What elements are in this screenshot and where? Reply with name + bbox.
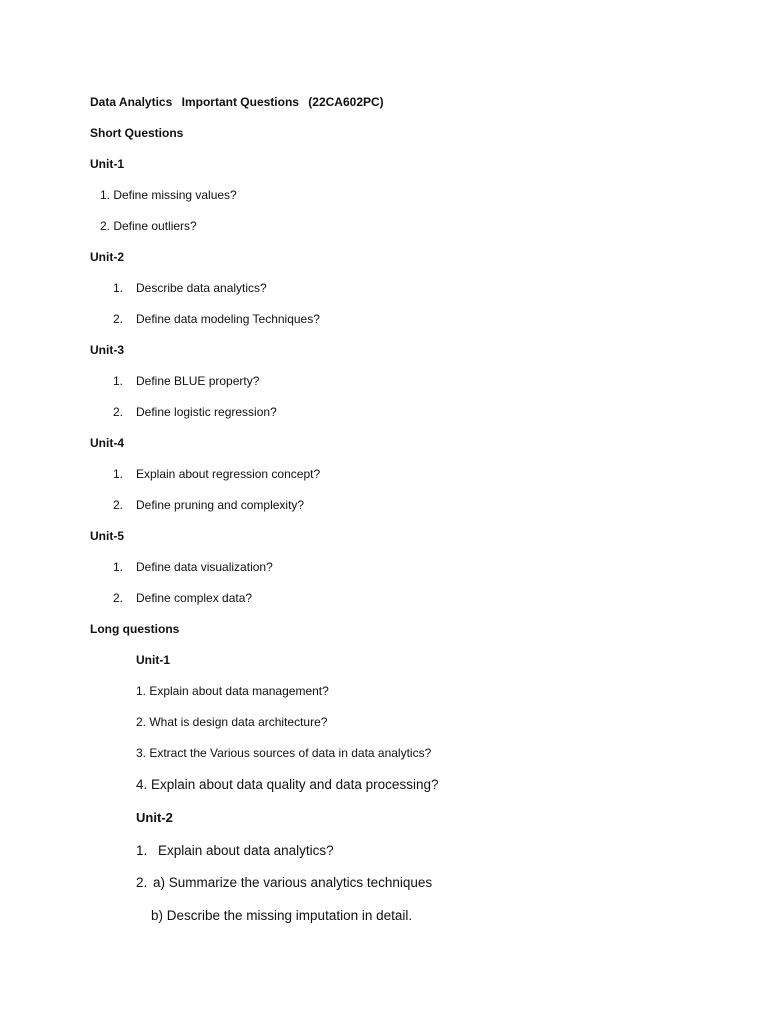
long-unit2-num2: 2. [136, 875, 148, 890]
short-unit3-heading: Unit-3 [90, 343, 124, 357]
long-unit2-q1: Explain about data analytics? [158, 843, 334, 858]
long-questions-heading: Long questions [90, 622, 180, 636]
short-unit3-q1: Define BLUE property? [136, 374, 260, 388]
short-unit4-num1: 1. [113, 467, 124, 481]
short-unit2-heading: Unit-2 [90, 250, 124, 264]
short-unit5-num2: 2. [113, 591, 124, 605]
short-unit5-num1: 1. [113, 560, 124, 574]
short-unit2-num2: 2. [113, 312, 124, 326]
short-unit5-heading: Unit-5 [90, 529, 124, 543]
short-unit1-heading: Unit-1 [90, 157, 124, 171]
long-unit2-q2b: b) Describe the missing imputation in detail. [151, 908, 413, 923]
long-unit1-heading: Unit-1 [136, 653, 170, 667]
title-subject: Data Analytics [90, 95, 173, 109]
document-title [90, 95, 384, 109]
short-questions-heading: Short Questions [90, 126, 184, 140]
short-unit3-q2: Define logistic regression? [136, 405, 277, 419]
short-unit4-q2: Define pruning and complexity? [136, 498, 305, 512]
short-unit4-q1: Explain about regression concept? [136, 467, 321, 481]
long-unit1-q1: 1. Explain about data management? [136, 684, 329, 698]
long-unit2-heading: Unit-2 [136, 810, 173, 825]
short-unit4-num2: 2. [113, 498, 124, 512]
long-unit1-q4: 4. Explain about data quality and data processing? [136, 777, 439, 792]
short-unit3-num1: 1. [113, 374, 124, 388]
long-unit2-num1: 1. [136, 843, 148, 858]
short-unit2-q1: Describe data analytics? [136, 281, 267, 295]
short-unit5-q1: Define data visualization? [136, 560, 273, 574]
title-label: Important Questions [181, 95, 299, 109]
long-unit1-q3: 3. Extract the Various sources of data in data analytics? [136, 746, 432, 760]
short-unit2-num1: 1. [113, 281, 124, 295]
short-unit1-q2: 2. Define outliers? [100, 219, 197, 233]
long-unit1-q2: 2. What is design data architecture? [136, 715, 328, 729]
short-unit2-q2: Define data modeling Techniques? [136, 312, 320, 326]
short-unit1-q1: 1. Define missing values? [100, 188, 237, 202]
long-unit2-q2a: a) Summarize the various analytics techniques [153, 875, 433, 890]
short-unit5-q2: Define complex data? [136, 591, 253, 605]
title-code: (22CA602PC) [308, 95, 384, 109]
short-unit4-heading: Unit-4 [90, 436, 124, 450]
short-unit3-num2: 2. [113, 405, 124, 419]
